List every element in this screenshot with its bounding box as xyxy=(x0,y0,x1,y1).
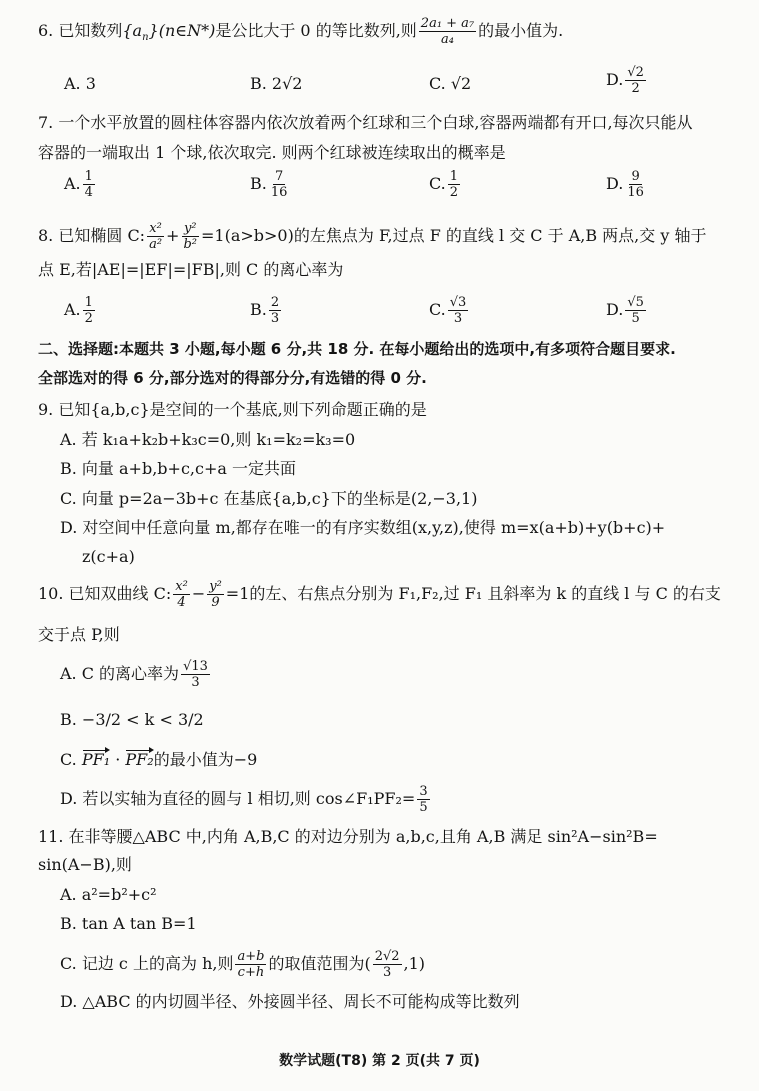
q8-stem-line2: 点 E,若|AE|=|EF|=|FB|,则 C 的离心率为 xyxy=(38,260,344,279)
q9-option-c: C. 向量 p=2a−3b+c 在基底{a,b,c}下的坐标是(2,−3,1) xyxy=(60,489,478,508)
q8-stem-line1: 8. 已知椭圆 C: $\frac{\text{x²}}{\text{a²}}$ + $\frac{\text{y²}}{\text{b²}}$ =1(a>b>0)的左焦点为 F,过点 F 的直线 l 交 C 于 A,B 两点,交 y 轴于 xyxy=(38,221,707,252)
q9-option-a: A. 若 k₁a+k₂b+k₃c=0,则 k₁=k₂=k₃=0 xyxy=(60,430,356,449)
q10-option-c: C. PF₁ · PF₂的最小值为−9 xyxy=(60,750,258,769)
q6-seq: $\{a_n\}(n\in N*)$ xyxy=(122,21,216,44)
q10-option-a: A. C 的离心率为 $\frac{√13}{3}$ xyxy=(60,659,208,690)
q11-option-d: D. △ABC 的内切圆半径、外接圆半径、周长不可能构成等比数列 xyxy=(60,992,520,1011)
q7-option-b: B. $\frac{7}{16}$ xyxy=(250,169,288,200)
q6-stem: 6. 已知数列$\{a_n\}(n\in N*)$是公比大于 0 的等比数列,则 $\frac{\text{2a₁ + a₇}}{\text{a₄}}$ 的最小值为. xyxy=(38,16,564,47)
q9-option-d-line1: D. 对空间中任意向量 m,都存在唯一的有序实数组(x,y,z),使得 m=x(a+b)+y(b+c)+ xyxy=(60,518,666,537)
q6-option-c: C. √2 xyxy=(429,74,472,93)
q11-stem-line1: 11. 在非等腰△ABC 中,内角 A,B,C 的对边分别为 a,b,c,且角 A,B 满足 sin²A−sin²B= xyxy=(38,827,658,846)
q6-option-d: D. $\frac{√2}{2}$ xyxy=(606,65,644,96)
q6-fraction: $\frac{\text{2a₁ + a₇}}{\text{a₄}}$ xyxy=(420,16,475,47)
q8-option-c: C. $\frac{√3}{3}$ xyxy=(429,295,467,326)
q11-stem-line2: sin(A−B),则 xyxy=(38,855,132,874)
q9-stem: 9. 已知{a,b,c}是空间的一个基底,则下列命题正确的是 xyxy=(38,400,427,419)
q7-stem-line1: 7. 一个水平放置的圆柱体容器内依次放着两个红球和三个白球,容器两端都有开口,每次只能从 xyxy=(38,113,693,132)
q7-option-c: C. $\frac{1}{2}$ xyxy=(429,169,459,200)
q7-stem-line2: 容器的一端取出 1 个球,依次取完. 则两个红球被连续取出的概率是 xyxy=(38,143,506,162)
q7-option-d: D. $\frac{9}{16}$ xyxy=(606,169,644,200)
q11-option-b: B. tan A tan B=1 xyxy=(60,914,197,933)
q9-option-d-line2: z(c+a) xyxy=(82,547,135,566)
q10-option-d: D. 若以实轴为直径的圆与 l 相切,则 cos∠F₁PF₂= $\frac{3}{5}$ xyxy=(60,784,428,815)
section2-heading-line1: 二、选择题:本题共 3 小题,每小题 6 分,共 18 分. 在每小题给出的选项中,有多项符合题目要求. xyxy=(38,340,676,358)
section2-heading-line2: 全部选对的得 6 分,部分选对的得部分分,有选错的得 0 分. xyxy=(38,369,427,387)
q8-option-b: B. $\frac{2}{3}$ xyxy=(250,295,280,326)
q11-option-a: A. a²=b²+c² xyxy=(60,885,157,904)
q8-option-a: A. $\frac{1}{2}$ xyxy=(64,295,93,326)
page-footer: 数学试题(T8) 第 2 页(共 7 页) xyxy=(279,1053,480,1069)
q10-stem-line2: 交于点 P,则 xyxy=(38,625,120,644)
q8-option-d: D. $\frac{√5}{5}$ xyxy=(606,295,644,326)
q9-option-b: B. 向量 a+b,b+c,c+a 一定共面 xyxy=(60,459,296,478)
q7-option-a: A. $\frac{1}{4}$ xyxy=(64,169,93,200)
q10-option-b: B. −3/2 < k < 3/2 xyxy=(60,710,204,729)
q10-stem-line1: 10. 已知双曲线 C: $\frac{\text{x²}}{4}$ − $\frac{\text{y²}}{9}$ =1的左、右焦点分别为 F₁,F₂,过 F₁ 且斜率为 k 的直线 l 与 C 的右支 xyxy=(38,579,721,610)
q11-option-c: C. 记边 c 上的高为 h,则 $\frac{a+b}{c+h}$ 的取值范围为( $\frac{2√2}{3}$ ,1) xyxy=(60,949,426,980)
q6-option-a: A. 3 xyxy=(64,74,96,93)
q6-option-b: B. 2√2 xyxy=(250,74,303,93)
